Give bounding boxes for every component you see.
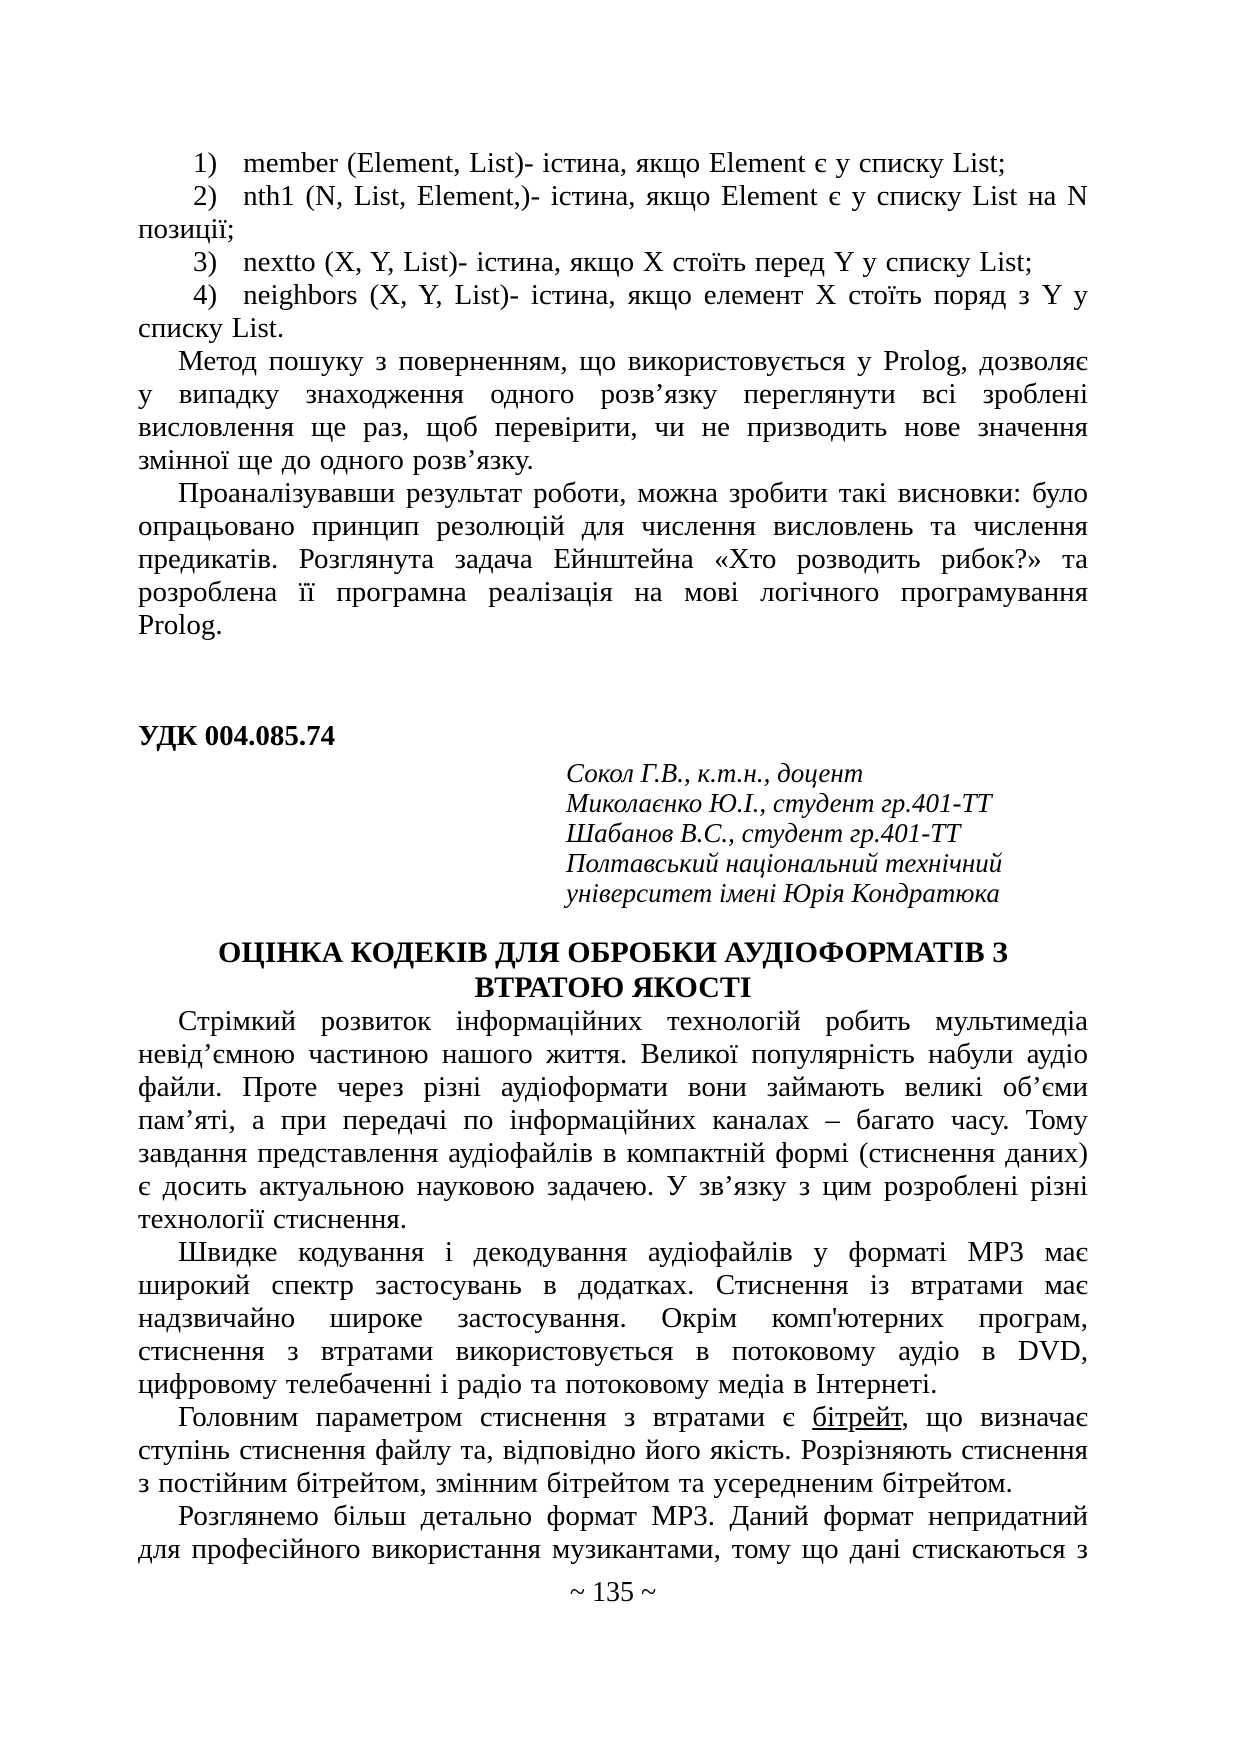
- prolog-paragraph-1: Метод пошуку з поверненням, що використовується у Prolog, дозволяє у випадку знаходження одного розв’язку переглянути всі зроблені висловлення ще раз, щоб перевірити, чи не призводить нове значення змінної ще до одного розв’язку.: [138, 345, 1088, 476]
- article-paragraph-4: Розглянемо більш детально формат MP3. Даний формат непридатний для професійного використання музикантами, тому що дані стискаються з: [138, 1500, 1088, 1565]
- article-paragraph-3: [138, 1401, 1088, 1500]
- article-title-line-1: ОЦІНКА КОДЕКІВ ДЛЯ ОБРОБКИ АУДІОФОРМАТІВ З: [218, 936, 1008, 969]
- list-item-1-text: member (Element, List)- істина, якщо Element є у списку List;: [243, 147, 1006, 179]
- list-item-2-text: nth1 (N, List, Element,)- істина, якщо Element є у списку List на N позиції;: [138, 180, 1088, 245]
- list-item-4: [138, 279, 1088, 345]
- article-paragraph-1: Стрімкий розвиток інформаційних технологій робить мультимедіа невід’ємною частиною нашого життя. Великої популярність набули аудіо файли. Проте через різні аудіоформати вони займають великі об’єми пам’яті, а при передачі по інформаційних каналах – багато часу. Тому завдання представлення аудіофайлів в компактній формі (стиснення даних) є досить актуальною науковою задачею. У зв’язку з цим розроблені різні технології стиснення.: [138, 1005, 1088, 1235]
- list-item-3: [138, 246, 1088, 279]
- list-item-3-text: nextto (X, Y, List)- істина, якщо X стоїть перед Y у списку List;: [243, 246, 1033, 278]
- article-paragraph-2: Швидке кодування і декодування аудіофайлів у форматі MP3 має широкий спектр застосувань в додатках. Стиснення із втратами має надзвичайно широке застосування. Окрім комп'ютерних програм, стиснення з втратами використовується в потоковому аудіо в DVD, цифровому телебаченні і радіо та потоковому медіа в Інтернеті.: [138, 1236, 1088, 1400]
- affiliation-line-2: університет імені Юрія Кондратюка: [566, 878, 1000, 908]
- prolog-paragraph-2: Проаналізувавши результат роботи, можна зробити такі висновки: було опрацьовано принцип резолюцій для числення висловлень та числення предикатів. Розглянута задача Ейнштейна «Хто розводить рибок?» та розроблена її програмна реалізація на мові логічного програмування Prolog.: [138, 477, 1088, 641]
- article-title-line-2: ВТРАТОЮ ЯКОСТІ: [474, 971, 752, 1004]
- list-item-1-marker: 1): [193, 147, 218, 179]
- list-item-4-text: neighbors (X, Y, List)- істина, якщо елемент X стоїть поряд з Y у списку List.: [138, 279, 1088, 344]
- authors-block: [566, 758, 1088, 908]
- author-line-1: Сокол Г.В., к.т.н., доцент: [566, 758, 864, 788]
- list-item-1: [138, 147, 1088, 180]
- author-line-2: Миколаєнко Ю.І., студент гр.401-ТТ: [566, 788, 992, 818]
- article-paragraph-3-text-after: , що визначає ступінь стиснення файлу та, відповідно його якість. Розрізняють стиснення з постійним бітрейтом, змінним бітрейтом та усередненим бітрейтом.: [138, 1401, 1088, 1499]
- list-item-3-marker: 3): [193, 246, 218, 278]
- list-item-4-marker: 4): [193, 279, 218, 311]
- list-item-2-marker: 2): [193, 180, 218, 212]
- udc-code: УДК 004.085.74: [138, 720, 336, 752]
- page-number: ~ 135 ~: [569, 1577, 657, 1608]
- author-line-3: Шабанов В.С., студент гр.401-ТТ: [566, 818, 961, 848]
- bitrate-underlined-term: бітрейт: [812, 1401, 902, 1433]
- article-title: [138, 935, 1088, 1005]
- list-item-2: [138, 180, 1088, 246]
- article-paragraph-3-text-before: Головним параметром стиснення з втратами є: [178, 1401, 813, 1433]
- affiliation-line-1: Полтавський національний технічний: [566, 848, 1003, 878]
